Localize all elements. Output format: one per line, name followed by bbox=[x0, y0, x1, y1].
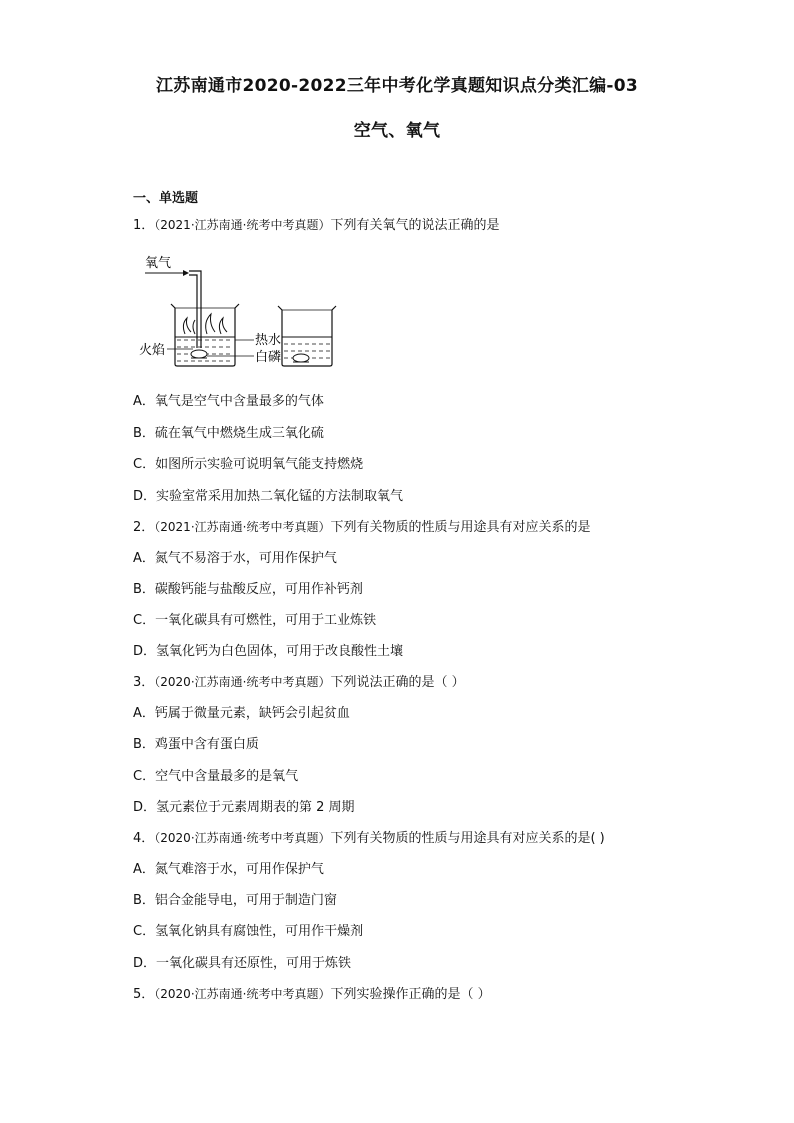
q2-option-d: D．氢氧化钙为白色固体，可用于改良酸性土壤 bbox=[133, 644, 404, 659]
question-number: 1． bbox=[133, 218, 155, 233]
document-title-line2: 空气、氧气 bbox=[353, 121, 441, 141]
q3-option-c: C．空气中含量最多的是氧气 bbox=[133, 769, 299, 784]
q4-option-d: D．一氧化碳具有还原性，可用于炼铁 bbox=[133, 956, 352, 971]
question-number: 4． bbox=[133, 831, 155, 846]
question-stem: 下列说法正确的是（ ） bbox=[330, 675, 465, 690]
oxygen-label: 氧气 bbox=[145, 256, 172, 271]
question-number: 5． bbox=[133, 987, 155, 1002]
question-source: （2021·江苏南通·统考中考真题） bbox=[154, 520, 331, 534]
phosphorus-left bbox=[191, 350, 207, 358]
question-source: （2020·江苏南通·统考中考真题） bbox=[154, 675, 331, 689]
q1-option-b: B．硫在氧气中燃烧生成三氧化硫 bbox=[133, 426, 324, 441]
question-1 bbox=[133, 214, 499, 233]
flame-label: 火焰 bbox=[139, 343, 166, 358]
q4-option-b: B．铝合金能导电，可用于制造门窗 bbox=[133, 893, 337, 908]
hot-water-label: 热水 bbox=[255, 333, 282, 348]
question-stem: 下列有关物质的性质与用途具有对应关系的是( ) bbox=[330, 831, 605, 846]
q2-option-c: C．一氧化碳具有可燃性，可用于工业炼铁 bbox=[133, 613, 377, 628]
q3-option-d: D．氢元素位于元素周期表的第 2 周期 bbox=[133, 800, 355, 815]
q2-option-a: A．氮气不易溶于水，可用作保护气 bbox=[133, 551, 337, 566]
q2-option-b: B．碳酸钙能与盐酸反应，可用作补钙剂 bbox=[133, 582, 363, 597]
q4-option-c: C．氢氧化钠具有腐蚀性，可用作干燥剂 bbox=[133, 924, 364, 939]
question-5 bbox=[133, 983, 491, 1002]
white-phosphorus-label: 白磷 bbox=[255, 350, 282, 365]
question-number: 3． bbox=[133, 675, 155, 690]
section-heading: 一、单选题 bbox=[133, 191, 199, 206]
q3-option-b: B．鸡蛋中含有蛋白质 bbox=[133, 737, 259, 752]
q4-option-a: A．氮气难溶于水，可用作保护气 bbox=[133, 862, 324, 877]
q1-option-a: A．氧气是空气中含量最多的气体 bbox=[133, 394, 324, 409]
beaker-diagram bbox=[133, 248, 363, 378]
question-number: 2． bbox=[133, 520, 155, 535]
q1-option-d: D．实验室常采用加热二氧化锰的方法制取氧气 bbox=[133, 489, 404, 504]
question-4 bbox=[133, 827, 605, 846]
experiment-figure bbox=[133, 248, 363, 378]
question-3 bbox=[133, 671, 465, 690]
question-source: （2020·江苏南通·统考中考真题） bbox=[154, 831, 331, 845]
question-stem: 下列有关氧气的说法正确的是 bbox=[330, 218, 500, 233]
delivery-tube bbox=[189, 271, 201, 348]
question-source: （2020·江苏南通·统考中考真题） bbox=[154, 987, 331, 1001]
phosphorus-right bbox=[293, 354, 309, 362]
question-stem: 下列有关物质的性质与用途具有对应关系的是 bbox=[330, 520, 591, 535]
arrow-head-icon bbox=[183, 270, 189, 276]
question-source: （2021·江苏南通·统考中考真题） bbox=[154, 218, 331, 232]
question-stem: 下列实验操作正确的是（ ） bbox=[330, 987, 491, 1002]
q3-option-a: A．钙属于微量元素，缺钙会引起贫血 bbox=[133, 706, 350, 721]
question-2 bbox=[133, 516, 590, 535]
flame-icon bbox=[183, 314, 227, 334]
document-title-line1: 江苏南通市2020-2022三年中考化学真题知识点分类汇编-03 bbox=[156, 76, 638, 96]
q1-option-c: C．如图所示实验可说明氧气能支持燃烧 bbox=[133, 457, 364, 472]
